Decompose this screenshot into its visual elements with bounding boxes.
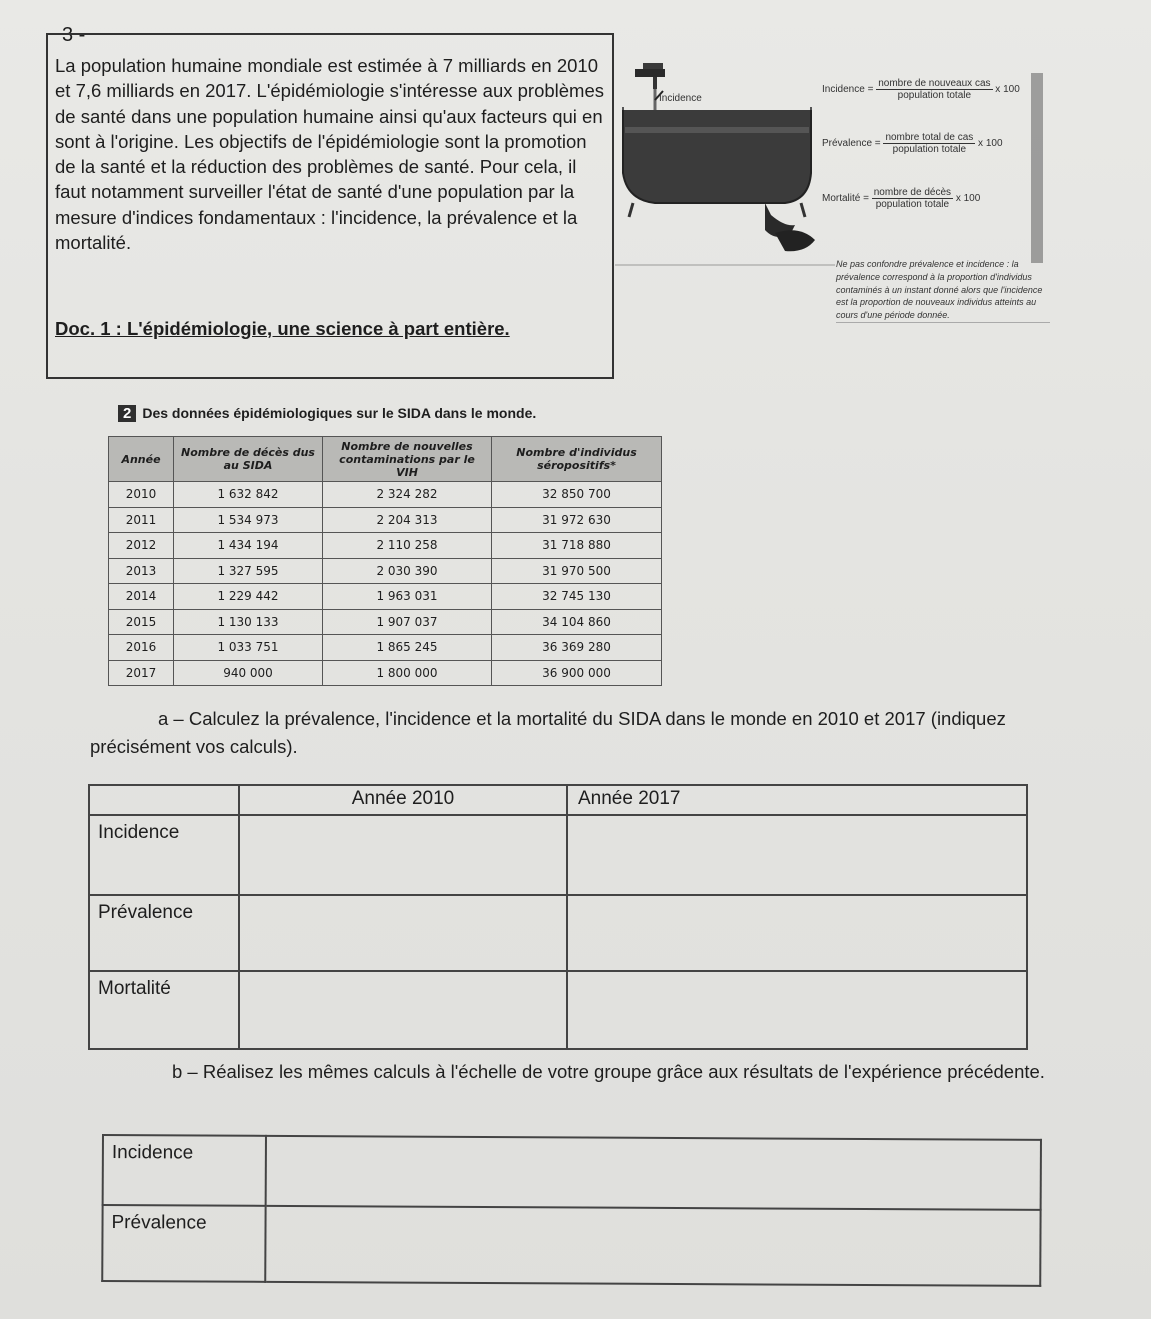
table-header: Nombre de décès dus au SIDA bbox=[174, 437, 323, 482]
prevalence-formula: Prévalence = $\frac{\text{nombre total de cas}}{\text{population totale}}$ x 100 bbox=[822, 132, 1003, 155]
answer-cell-mortality-2010[interactable] bbox=[239, 971, 567, 1049]
answer-cell-incidence-group[interactable] bbox=[266, 1136, 1041, 1210]
answer-table-a bbox=[88, 784, 1028, 1050]
bathtub-illustration bbox=[615, 55, 1045, 407]
table-row bbox=[109, 482, 662, 508]
definition-note: Ne pas confondre prévalence et incidence : la prévalence correspond à la proportion d'individus contaminés à un instant donné alors que l'incidence est la proportion de nouveaux individus atteints au cours d'une période donnée. bbox=[836, 258, 1050, 323]
answer-row-label: Mortalité bbox=[89, 971, 239, 1049]
answer-cell-prevalence-group[interactable] bbox=[265, 1206, 1040, 1286]
table-cell: 1 434 194 bbox=[174, 533, 323, 559]
answer-cell-incidence-2010[interactable] bbox=[239, 815, 567, 895]
table-cell: 2012 bbox=[109, 533, 174, 559]
table-cell: 940 000 bbox=[174, 660, 323, 686]
table-cell: 32 745 130 bbox=[492, 584, 662, 610]
answer-header-2017: Année 2017 bbox=[567, 785, 1027, 815]
table-cell: 1 632 842 bbox=[174, 482, 323, 508]
table-cell: 2010 bbox=[109, 482, 174, 508]
answer-cell-incidence-2017[interactable] bbox=[567, 815, 1027, 895]
table-cell: 2015 bbox=[109, 609, 174, 635]
answer-row-label: Incidence bbox=[103, 1135, 266, 1206]
table-cell: 1 033 751 bbox=[174, 635, 323, 661]
table-row bbox=[109, 609, 662, 635]
doc1-title: Doc. 1 : L'épidémiologie, une science à part entière. bbox=[55, 318, 510, 339]
doc2-title: Des données épidémiologiques sur le SIDA dans le monde. bbox=[142, 405, 537, 421]
table-row bbox=[109, 533, 662, 559]
table-cell: 1 907 037 bbox=[323, 609, 492, 635]
tap-label: Incidence bbox=[659, 93, 702, 104]
table-header: Nombre de nouvelles contaminations par le VIH bbox=[323, 437, 492, 482]
table-cell: 2 204 313 bbox=[323, 507, 492, 533]
table-cell: 1 534 973 bbox=[174, 507, 323, 533]
table-cell: 34 104 860 bbox=[492, 609, 662, 635]
table-cell: 1 800 000 bbox=[323, 660, 492, 686]
table-cell: 1 963 031 bbox=[323, 584, 492, 610]
table-cell: 2016 bbox=[109, 635, 174, 661]
table-cell: 2 110 258 bbox=[323, 533, 492, 559]
table-cell: 36 369 280 bbox=[492, 635, 662, 661]
doc2-badge: 2 bbox=[118, 405, 136, 422]
table-row bbox=[109, 584, 662, 610]
answer-table-b bbox=[101, 1134, 1042, 1287]
table-cell: 31 718 880 bbox=[492, 533, 662, 559]
table-cell: 1 130 133 bbox=[174, 609, 323, 635]
table-cell: 32 850 700 bbox=[492, 482, 662, 508]
doc2-header bbox=[118, 405, 536, 422]
mortality-formula: Mortalité = $\frac{\text{nombre de décès}}{\text{population totale}}$ x 100 bbox=[822, 187, 981, 210]
table-cell: 2 324 282 bbox=[323, 482, 492, 508]
table-cell: 36 900 000 bbox=[492, 660, 662, 686]
table-cell: 31 970 500 bbox=[492, 558, 662, 584]
table-cell: 2017 bbox=[109, 660, 174, 686]
doc1-paragraph: La population humaine mondiale est estimée à 7 milliards en 2010 et 7,6 milliards en 2017. L'épidémiologie s'intéresse aux problèmes de santé dans une population humaine ainsi qu'aux facteurs qui en sont à l'origine. Les objectifs de l'épidémiologie sont la promotion de la santé et la réduction des problèmes de santé. Pour cela, il faut notamment surveiller l'état de santé d'une population par la mesure d'indices fondamentaux : l'incidence, la prévalence et la mortalité. bbox=[55, 55, 605, 254]
answer-header-empty bbox=[89, 785, 239, 815]
table-cell: 1 865 245 bbox=[323, 635, 492, 661]
table-cell: 31 972 630 bbox=[492, 507, 662, 533]
table-cell: 2014 bbox=[109, 584, 174, 610]
answer-cell-prevalence-2017[interactable] bbox=[567, 895, 1027, 971]
table-cell: 2 030 390 bbox=[323, 558, 492, 584]
doc1-box bbox=[46, 33, 614, 379]
table-cell: 2011 bbox=[109, 507, 174, 533]
answer-cell-mortality-2017[interactable] bbox=[567, 971, 1027, 1049]
answer-row-label: Prévalence bbox=[102, 1205, 265, 1282]
incidence-formula: Incidence = $\frac{\text{nombre de nouveaux cas}}{\text{population totale}}$ x 100 bbox=[822, 78, 1020, 101]
sida-data-table bbox=[108, 436, 662, 686]
table-header: Nombre d'individus séropositifs* bbox=[492, 437, 662, 482]
question-a: a – Calculez la prévalence, l'incidence et la mortalité du SIDA dans le monde en 2010 et 2017 (indiquez précisément vos calculs). bbox=[90, 708, 1006, 757]
answer-row-label: Prévalence bbox=[89, 895, 239, 971]
table-row bbox=[109, 660, 662, 686]
table-cell: 1 327 595 bbox=[174, 558, 323, 584]
answer-header-2010: Année 2010 bbox=[239, 785, 567, 815]
exercise-number: 3 - bbox=[62, 24, 86, 46]
table-row bbox=[109, 558, 662, 584]
answer-cell-prevalence-2010[interactable] bbox=[239, 895, 567, 971]
bathtub-icon bbox=[623, 110, 811, 203]
table-row bbox=[109, 507, 662, 533]
table-cell: 1 229 442 bbox=[174, 584, 323, 610]
table-header: Année bbox=[109, 437, 174, 482]
question-b: b – Réalisez les mêmes calculs à l'échelle de votre groupe grâce aux résultats de l'expérience précédente. bbox=[172, 1061, 1045, 1082]
answer-row-label: Incidence bbox=[89, 815, 239, 895]
table-row bbox=[109, 635, 662, 661]
table-cell: 2013 bbox=[109, 558, 174, 584]
